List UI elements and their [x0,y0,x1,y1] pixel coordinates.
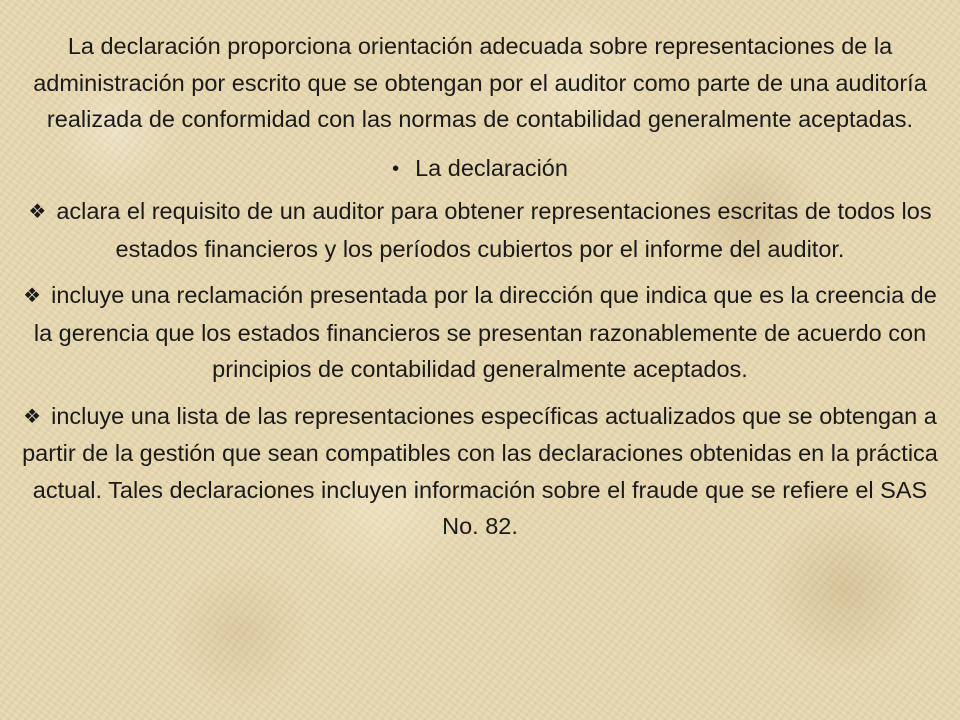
diamond-list-item [18,193,942,267]
diamond-list-item [18,398,942,545]
diamond-item-text: incluye una lista de las representaciones específicas actualizados que se obtengan a partir de la gestión que sean compatibles con las declaraciones obtenidas en la práctica actual. Tales declaraciones incluyen información sobre el fraude que se refiere el SAS No. 82. [22,402,938,539]
bullet-icon: • [392,157,400,180]
bullet-item [18,150,942,188]
diamond-bullet-icon: ❖ [23,405,42,428]
bullet-text: La declaración [415,154,568,181]
diamond-item-text: incluye una reclamación presentada por la dirección que indica que es la creencia de la gerencia que los estados financieros se presentan razonablemente de acuerdo con principios de contabilidad generalmente aceptados. [33,282,937,382]
intro-paragraph: La declaración proporciona orientación adecuada sobre representaciones de la administración por escrito que se obtengan por el auditor como parte de una auditoría realizada de conformidad con las normas de contabilidad generalmente aceptadas. [33,33,927,132]
diamond-item-text: aclara el requisito de un auditor para obtener representaciones escritas de todos los estados financieros y los períodos cubiertos por el informe del auditor. [56,198,932,262]
diamond-list-item [18,277,942,388]
diamond-bullet-icon: ❖ [28,201,47,223]
diamond-bullet-icon: ❖ [23,285,42,307]
